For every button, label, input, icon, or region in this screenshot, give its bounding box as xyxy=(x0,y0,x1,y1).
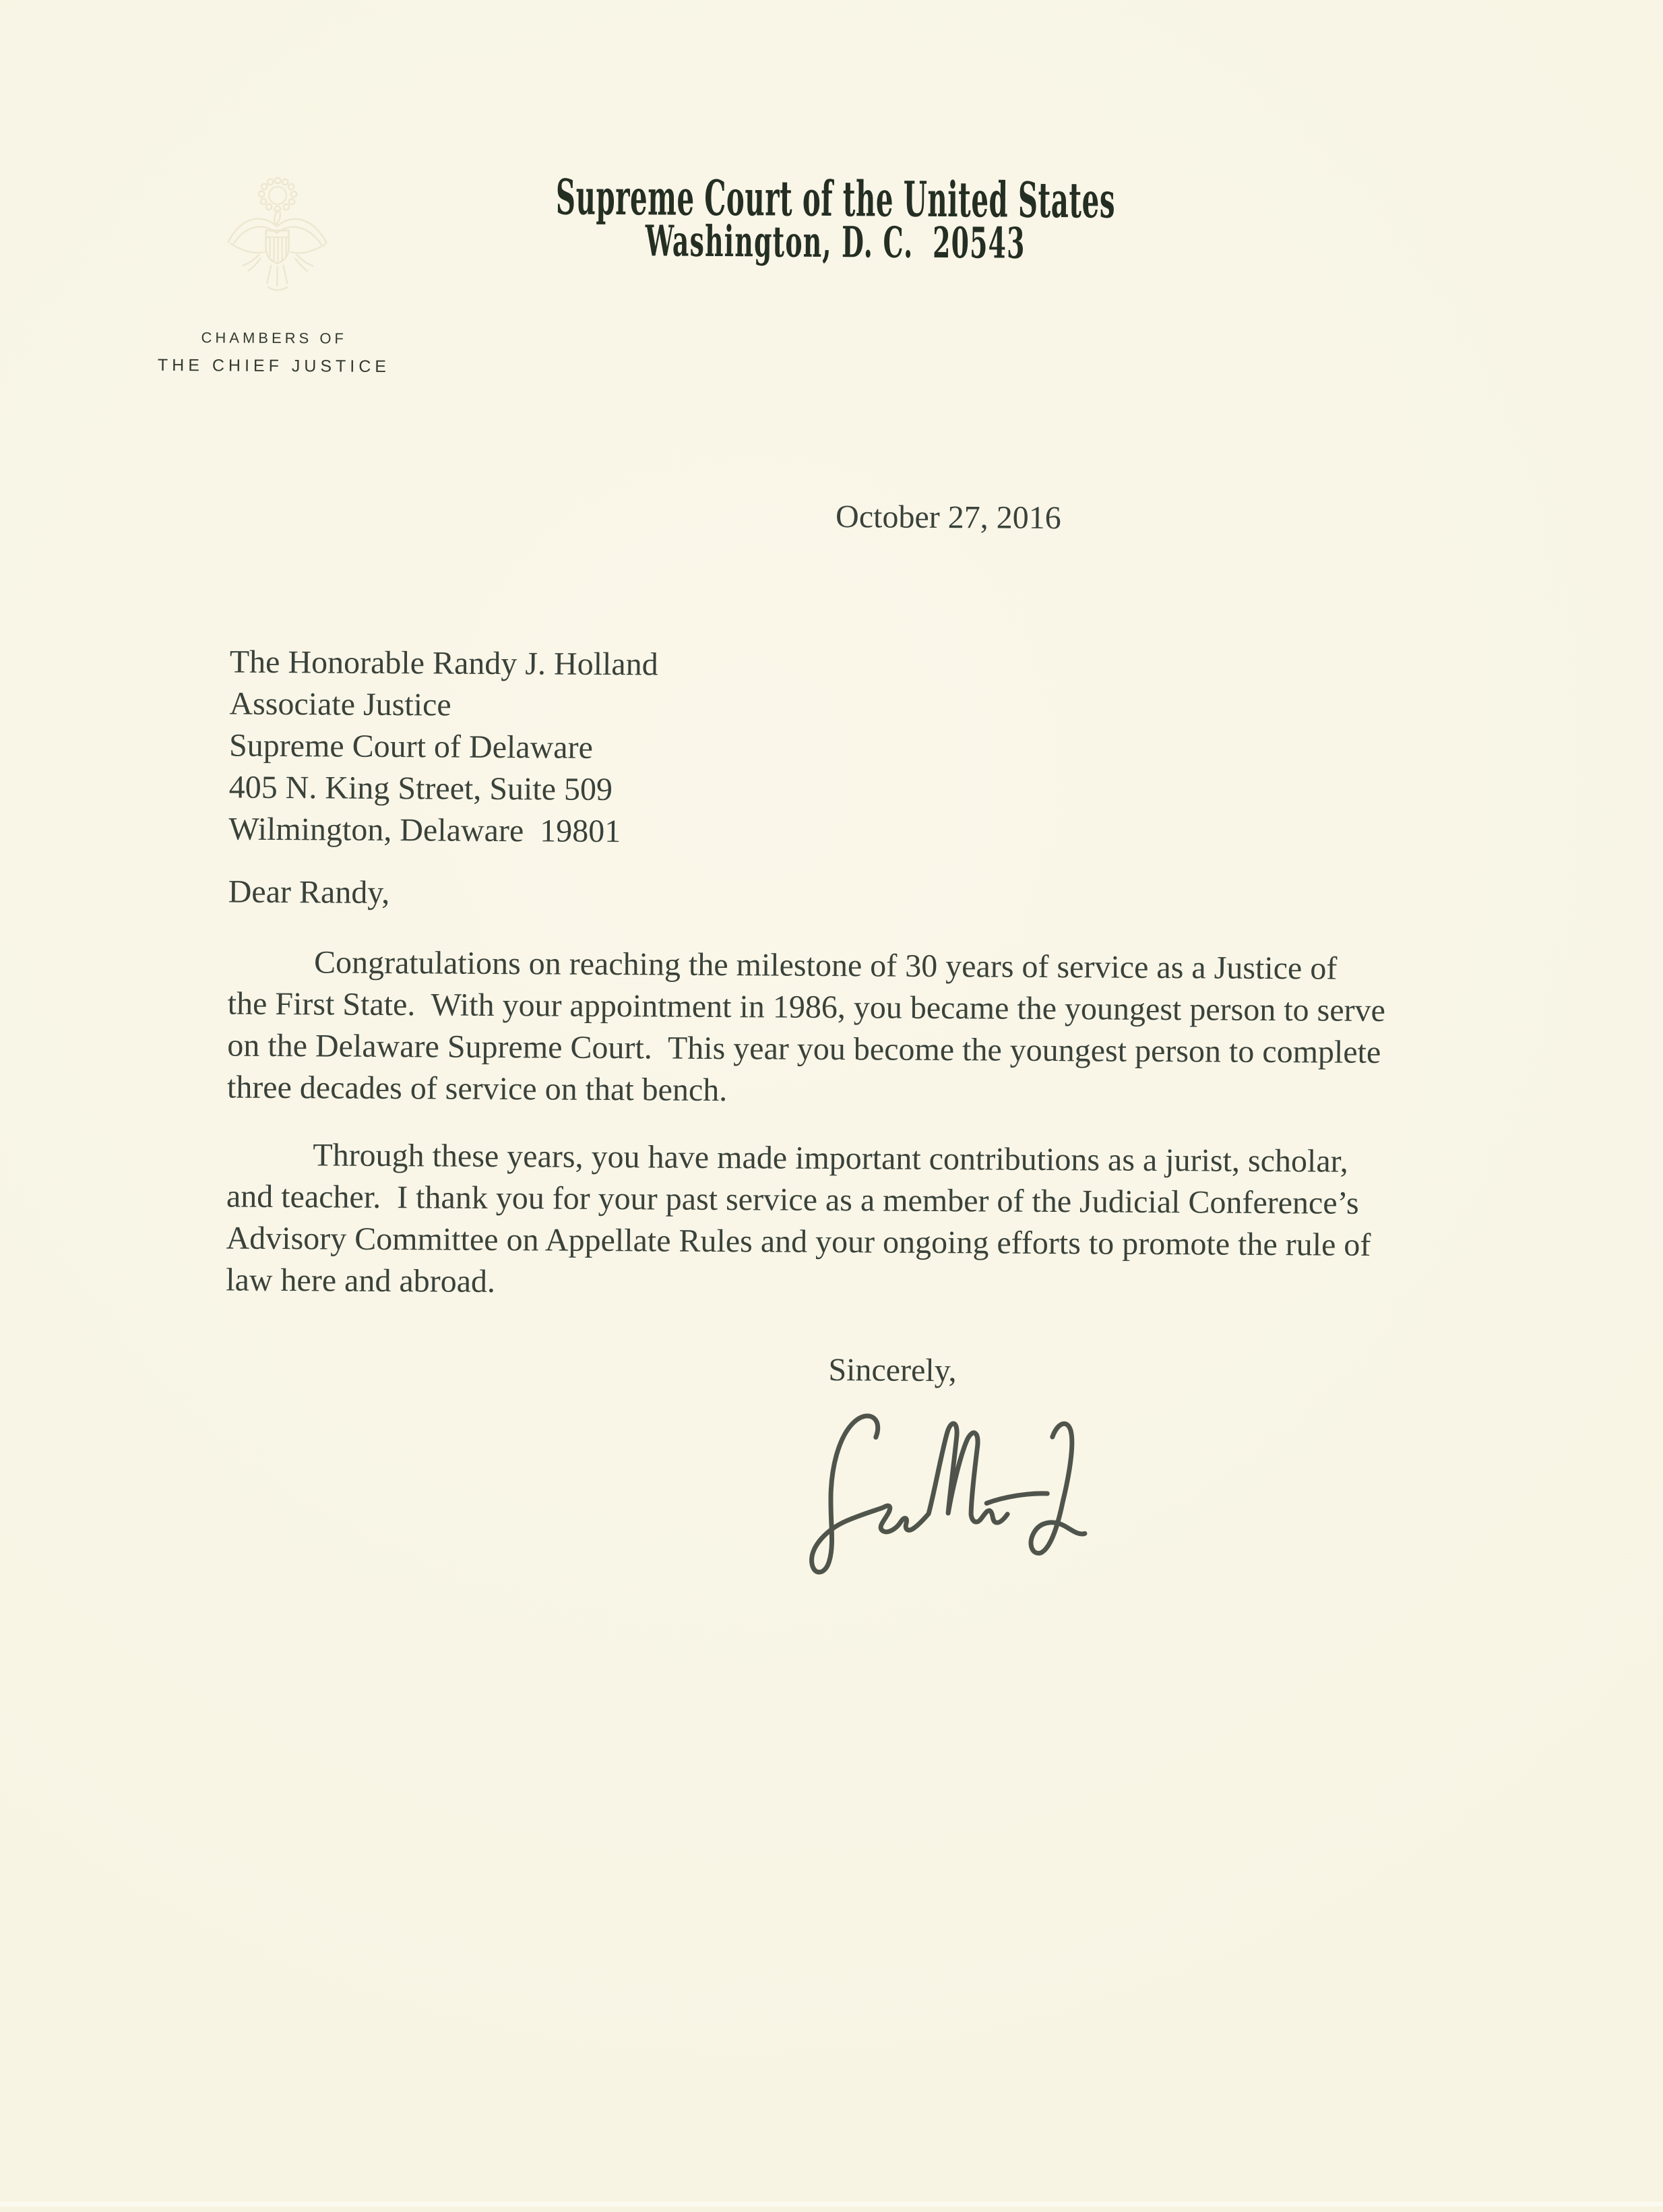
salutation: Dear Randy, xyxy=(228,873,390,911)
letter-date: October 27, 2016 xyxy=(835,499,1061,536)
body-paragraph-1: Congratulations on reaching the milestone of 30 years of service as a Justice of the First State. With your appointment in 1986, you became the youngest person to serve on the Delaware Supreme Court. This year you become the youngest person to complete three decades of service on that bench. xyxy=(226,944,1386,1109)
letterhead-court-name: Supreme Court of the United States xyxy=(555,168,1116,229)
closing: Sincerely, xyxy=(828,1352,957,1389)
scan-bottom-edge xyxy=(0,2202,1663,2207)
letterhead-city-line: Washington, D. C. 20543 xyxy=(645,216,1026,268)
chambers-of-label: CHAMBERS OF xyxy=(201,329,348,347)
body-paragraph-2: Through these years, you have made important contributions as a jurist, scholar, and teacher. I thank you for your past service as a member of the Judicial Conference’s Advisory Committee on Appellate Rules and your ongoing efforts to promote the rule of law here and abroad. xyxy=(226,1137,1371,1299)
letterhead xyxy=(0,168,1663,269)
chambers-block xyxy=(142,324,406,381)
chief-justice-label: THE CHIEF JUSTICE xyxy=(157,355,391,377)
recipient-address: The Honorable Randy J. Holland Associate Justice Supreme Court of Delaware 405 N. King Street, Suite 509 Wilmington, Delaware 19801 xyxy=(228,644,658,850)
chief-justice-signature xyxy=(790,1394,1108,1598)
